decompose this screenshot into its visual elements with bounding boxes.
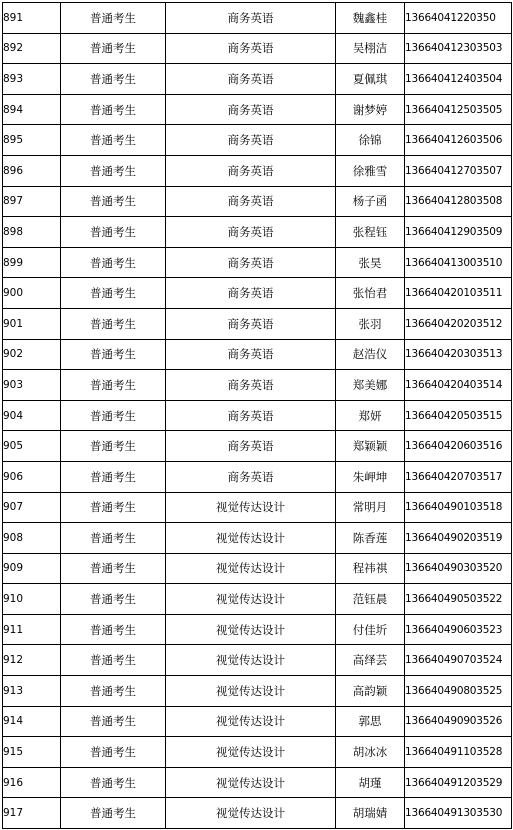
- candidate-type-cell: 普通考生: [61, 767, 166, 798]
- student-name-cell: 张怡君: [336, 278, 405, 309]
- table-row: [3, 767, 512, 798]
- exam-id-cell: 136640420203512: [405, 308, 512, 339]
- candidate-type-cell: 普通考生: [61, 461, 166, 492]
- student-name-cell: 朱岬坤: [336, 461, 405, 492]
- major-cell: 视觉传达设计: [166, 584, 336, 615]
- major-cell: 商务英语: [166, 308, 336, 339]
- table-row: [3, 706, 512, 737]
- student-name-cell: 郭思: [336, 706, 405, 737]
- student-name-cell: 谢梦婷: [336, 94, 405, 125]
- serial-number-cell: 911: [3, 614, 61, 645]
- serial-number-cell: 902: [3, 339, 61, 370]
- major-cell: 商务英语: [166, 3, 336, 34]
- exam-id-cell: 136640490603523: [405, 614, 512, 645]
- student-name-cell: 徐雅雪: [336, 155, 405, 186]
- serial-number-cell: 895: [3, 125, 61, 156]
- serial-number-cell: 896: [3, 155, 61, 186]
- candidate-type-cell: 普通考生: [61, 339, 166, 370]
- candidate-type-cell: 普通考生: [61, 614, 166, 645]
- candidate-type-cell: 普通考生: [61, 798, 166, 829]
- table-row: [3, 523, 512, 554]
- major-cell: 商务英语: [166, 400, 336, 431]
- exam-id-cell: 136640412703507: [405, 155, 512, 186]
- exam-id-cell: 136640490803525: [405, 676, 512, 707]
- major-cell: 商务英语: [166, 247, 336, 278]
- exam-id-cell: 136640420603516: [405, 431, 512, 462]
- major-cell: 商务英语: [166, 64, 336, 95]
- student-name-cell: 赵浩仪: [336, 339, 405, 370]
- exam-id-cell: 136640491303530: [405, 798, 512, 829]
- student-name-cell: 郑美娜: [336, 370, 405, 401]
- serial-number-cell: 903: [3, 370, 61, 401]
- major-cell: 视觉传达设计: [166, 614, 336, 645]
- candidate-type-cell: 普通考生: [61, 155, 166, 186]
- student-name-cell: 魏鑫桂: [336, 3, 405, 34]
- table-row: [3, 798, 512, 829]
- major-cell: 商务英语: [166, 94, 336, 125]
- candidate-type-cell: 普通考生: [61, 217, 166, 248]
- table-row: [3, 94, 512, 125]
- table-row: [3, 247, 512, 278]
- table-row: [3, 492, 512, 523]
- major-cell: 商务英语: [166, 461, 336, 492]
- student-name-cell: 张羽: [336, 308, 405, 339]
- major-cell: 视觉传达设计: [166, 645, 336, 676]
- serial-number-cell: 917: [3, 798, 61, 829]
- candidate-type-cell: 普通考生: [61, 492, 166, 523]
- exam-id-cell: 136640491203529: [405, 767, 512, 798]
- candidate-type-cell: 普通考生: [61, 400, 166, 431]
- table-row: [3, 278, 512, 309]
- table-row: [3, 461, 512, 492]
- candidate-type-cell: 普通考生: [61, 676, 166, 707]
- serial-number-cell: 892: [3, 33, 61, 64]
- serial-number-cell: 891: [3, 3, 61, 34]
- exam-id-cell: 136640490903526: [405, 706, 512, 737]
- serial-number-cell: 905: [3, 431, 61, 462]
- table-row: [3, 676, 512, 707]
- serial-number-cell: 916: [3, 767, 61, 798]
- table-row: [3, 339, 512, 370]
- serial-number-cell: 900: [3, 278, 61, 309]
- candidate-type-cell: 普通考生: [61, 125, 166, 156]
- table-row: [3, 125, 512, 156]
- student-name-cell: 程祎祺: [336, 553, 405, 584]
- candidate-type-cell: 普通考生: [61, 308, 166, 339]
- table-row: [3, 33, 512, 64]
- table-row: [3, 186, 512, 217]
- student-name-cell: 张程钰: [336, 217, 405, 248]
- table-row: [3, 614, 512, 645]
- major-cell: 视觉传达设计: [166, 737, 336, 768]
- student-name-cell: 张昊: [336, 247, 405, 278]
- table-row: [3, 645, 512, 676]
- table-row: [3, 737, 512, 768]
- serial-number-cell: 906: [3, 461, 61, 492]
- exam-id-cell: 136640412303503: [405, 33, 512, 64]
- candidate-type-cell: 普通考生: [61, 523, 166, 554]
- exam-id-cell: 136640490303520: [405, 553, 512, 584]
- serial-number-cell: 907: [3, 492, 61, 523]
- table-row: [3, 155, 512, 186]
- serial-number-cell: 898: [3, 217, 61, 248]
- serial-number-cell: 914: [3, 706, 61, 737]
- exam-id-cell: 136640420103511: [405, 278, 512, 309]
- serial-number-cell: 915: [3, 737, 61, 768]
- candidate-type-cell: 普通考生: [61, 33, 166, 64]
- student-name-cell: 郑妍: [336, 400, 405, 431]
- student-name-cell: 胡冰冰: [336, 737, 405, 768]
- table-row: [3, 3, 512, 34]
- exam-id-cell: 136640420403514: [405, 370, 512, 401]
- serial-number-cell: 908: [3, 523, 61, 554]
- serial-number-cell: 904: [3, 400, 61, 431]
- candidate-type-cell: 普通考生: [61, 706, 166, 737]
- student-name-cell: 胡瑾: [336, 767, 405, 798]
- major-cell: 商务英语: [166, 33, 336, 64]
- exam-id-cell: 136640412803508: [405, 186, 512, 217]
- serial-number-cell: 901: [3, 308, 61, 339]
- table-row: [3, 431, 512, 462]
- major-cell: 视觉传达设计: [166, 676, 336, 707]
- serial-number-cell: 893: [3, 64, 61, 95]
- student-name-cell: 吴栩洁: [336, 33, 405, 64]
- candidate-type-cell: 普通考生: [61, 584, 166, 615]
- serial-number-cell: 909: [3, 553, 61, 584]
- major-cell: 商务英语: [166, 186, 336, 217]
- student-name-cell: 徐锦: [336, 125, 405, 156]
- exam-id-cell: 136640420703517: [405, 461, 512, 492]
- student-name-cell: 陈香莲: [336, 523, 405, 554]
- major-cell: 视觉传达设计: [166, 492, 336, 523]
- roster-body: [3, 3, 512, 829]
- candidate-type-cell: 普通考生: [61, 553, 166, 584]
- table-row: [3, 217, 512, 248]
- table-row: [3, 64, 512, 95]
- table-row: [3, 553, 512, 584]
- major-cell: 商务英语: [166, 217, 336, 248]
- student-name-cell: 高绎芸: [336, 645, 405, 676]
- candidate-type-cell: 普通考生: [61, 3, 166, 34]
- student-name-cell: 郑颖颖: [336, 431, 405, 462]
- student-name-cell: 常明月: [336, 492, 405, 523]
- major-cell: 视觉传达设计: [166, 706, 336, 737]
- table-row: [3, 308, 512, 339]
- candidate-type-cell: 普通考生: [61, 737, 166, 768]
- exam-id-cell: 136640491103528: [405, 737, 512, 768]
- major-cell: 视觉传达设计: [166, 798, 336, 829]
- student-name-cell: 范钰晨: [336, 584, 405, 615]
- serial-number-cell: 897: [3, 186, 61, 217]
- major-cell: 视觉传达设计: [166, 767, 336, 798]
- serial-number-cell: 912: [3, 645, 61, 676]
- major-cell: 商务英语: [166, 431, 336, 462]
- candidate-type-cell: 普通考生: [61, 186, 166, 217]
- candidate-type-cell: 普通考生: [61, 278, 166, 309]
- candidate-type-cell: 普通考生: [61, 431, 166, 462]
- serial-number-cell: 913: [3, 676, 61, 707]
- exam-id-cell: 136640412903509: [405, 217, 512, 248]
- exam-id-cell: 136640490503522: [405, 584, 512, 615]
- student-name-cell: 高韵颖: [336, 676, 405, 707]
- table-row: [3, 584, 512, 615]
- student-name-cell: 付佳圻: [336, 614, 405, 645]
- major-cell: 商务英语: [166, 278, 336, 309]
- major-cell: 商务英语: [166, 370, 336, 401]
- student-name-cell: 夏佩琪: [336, 64, 405, 95]
- major-cell: 商务英语: [166, 155, 336, 186]
- table-row: [3, 370, 512, 401]
- candidate-type-cell: 普通考生: [61, 645, 166, 676]
- candidate-type-cell: 普通考生: [61, 94, 166, 125]
- student-name-cell: 杨子函: [336, 186, 405, 217]
- exam-id-cell: 136640412503505: [405, 94, 512, 125]
- major-cell: 商务英语: [166, 339, 336, 370]
- exam-id-cell: 136640420503515: [405, 400, 512, 431]
- exam-id-cell: 136640490703524: [405, 645, 512, 676]
- serial-number-cell: 910: [3, 584, 61, 615]
- major-cell: 视觉传达设计: [166, 523, 336, 554]
- exam-id-cell: 136640490103518: [405, 492, 512, 523]
- exam-id-cell: 136640412603506: [405, 125, 512, 156]
- exam-id-cell: 136640490203519: [405, 523, 512, 554]
- candidate-type-cell: 普通考生: [61, 64, 166, 95]
- exam-id-cell: 136640413003510: [405, 247, 512, 278]
- exam-id-cell: 136640420303513: [405, 339, 512, 370]
- table-row: [3, 400, 512, 431]
- student-name-cell: 胡瑞婧: [336, 798, 405, 829]
- candidate-type-cell: 普通考生: [61, 370, 166, 401]
- serial-number-cell: 894: [3, 94, 61, 125]
- exam-id-cell: 136640412403504: [405, 64, 512, 95]
- major-cell: 视觉传达设计: [166, 553, 336, 584]
- candidate-type-cell: 普通考生: [61, 247, 166, 278]
- serial-number-cell: 899: [3, 247, 61, 278]
- exam-id-cell: 13664041220350: [405, 3, 512, 34]
- major-cell: 商务英语: [166, 125, 336, 156]
- student-roster-table: [2, 2, 512, 829]
